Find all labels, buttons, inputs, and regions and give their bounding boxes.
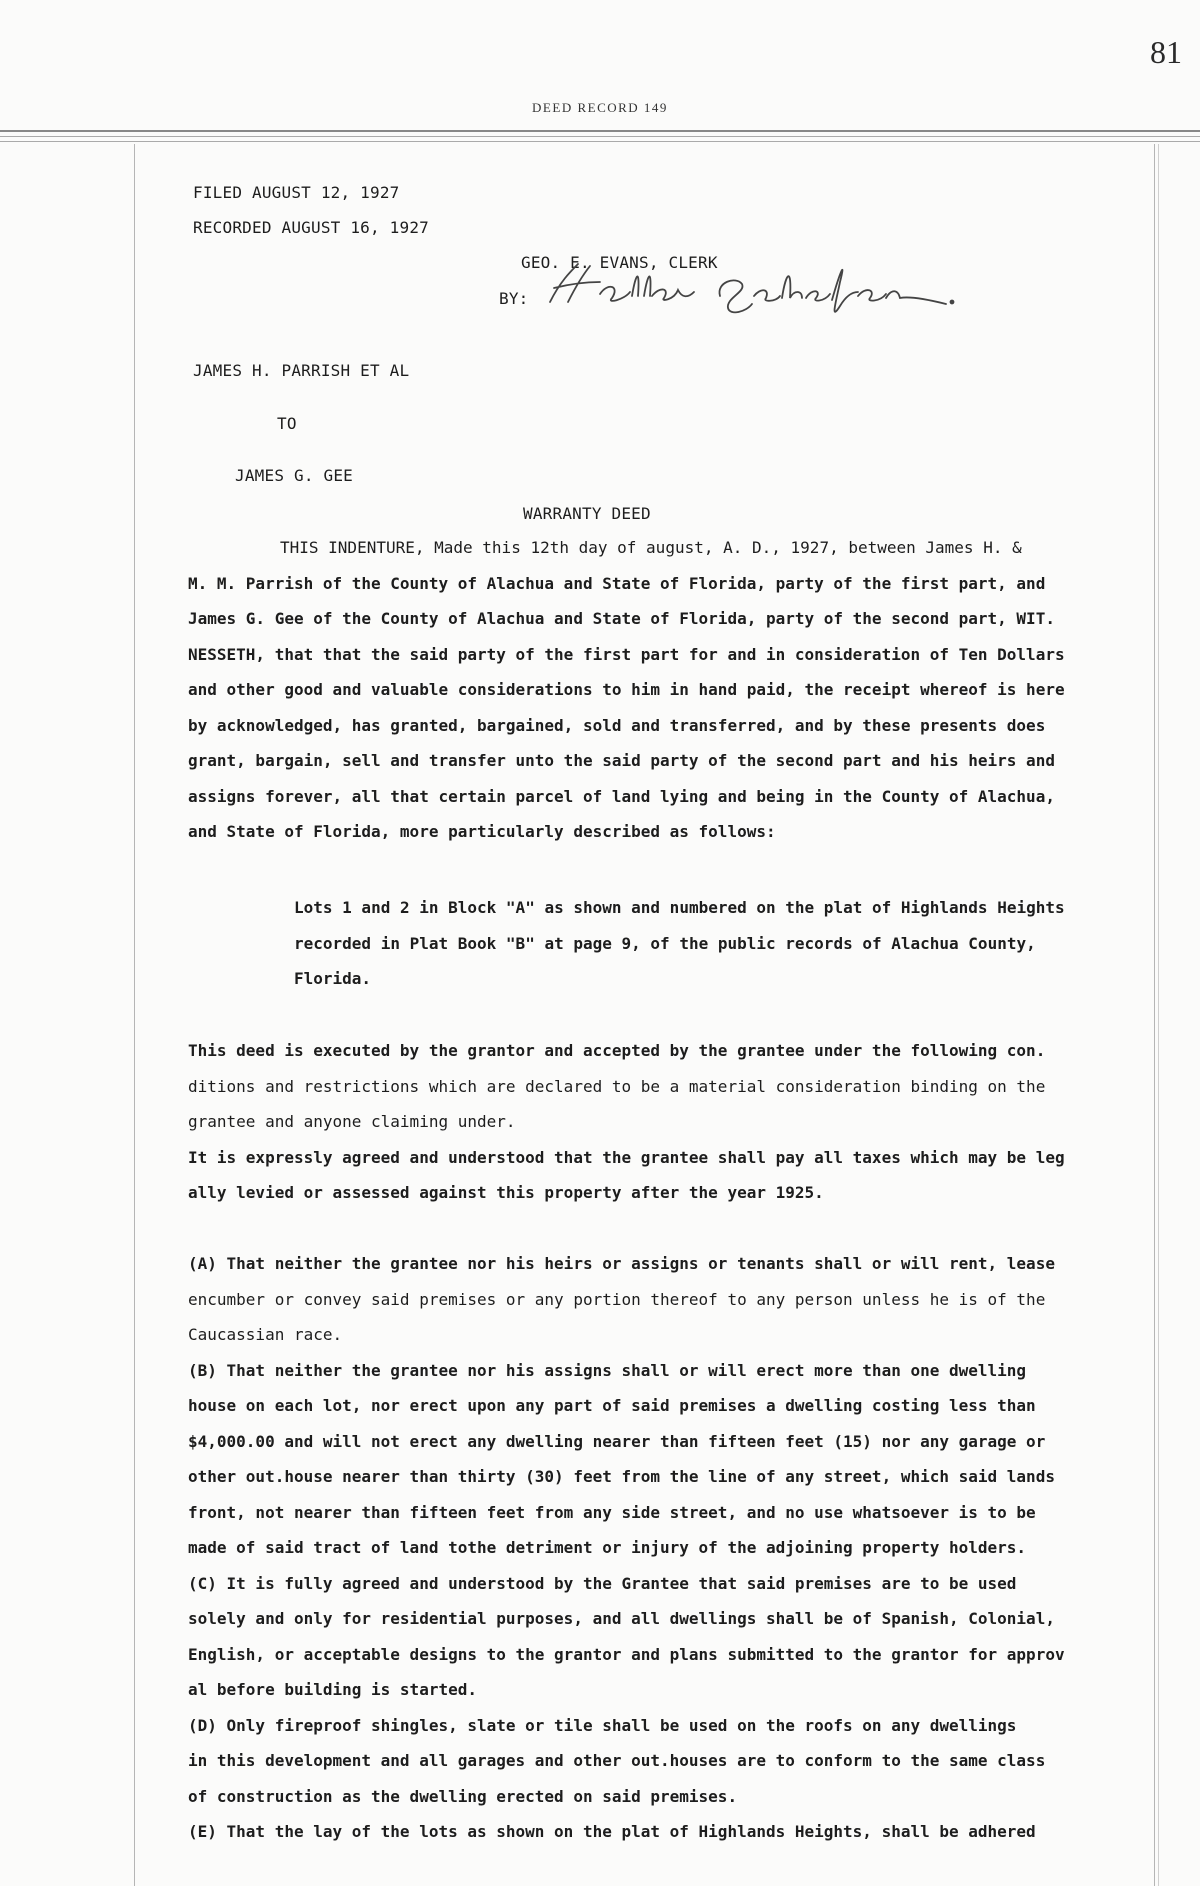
text-line: by acknowledged, has granted, bargained, sold and transferred, and by these presents does — [188, 715, 1046, 735]
text-line: (C) It is fully agreed and understood by the Grantee that said premises are to be used — [188, 1573, 1017, 1593]
text-line: grant, bargain, sell and transfer unto the said party of the second part and his heirs and — [188, 751, 1055, 770]
text-line: encumber or convey said premises or any portion thereof to any person unless he is of the — [188, 1289, 1046, 1309]
text-line: (D) Only fireproof shingles, slate or tile shall be used on the roofs on any dwellings — [188, 1715, 1017, 1735]
conditions-paragraph — [188, 1041, 1156, 1219]
restrictions-list — [188, 1254, 1156, 1858]
text-line: English, or acceptable designs to the grantor and plans submitted to the grantor for approv — [188, 1644, 1065, 1664]
grantor-name: JAMES H. PARRISH ET AL — [193, 361, 410, 380]
clerk-signature — [540, 252, 960, 332]
text-line: of construction as the dwelling erected on said premises. — [188, 1786, 738, 1806]
page-frame-right-inner — [1158, 144, 1159, 1886]
header-rule — [0, 141, 1200, 142]
text-line: and other good and valuable considerations to him in hand paid, the receipt whereof is here — [188, 680, 1065, 699]
clerk-name: GEO. E. EVANS, CLERK — [521, 253, 718, 272]
by-label: BY: — [499, 289, 529, 308]
text-line: other out.house nearer than thirty (30) feet from the line of any street, which said lands — [188, 1467, 1055, 1486]
lot-description — [294, 898, 1065, 1005]
text-line: al before building is started. — [188, 1680, 477, 1699]
text-line: It is expressly agreed and understood that the grantee shall pay all taxes which may be leg — [188, 1147, 1065, 1167]
text-line: (B) That neither the grantee nor his assigns shall or will erect more than one dwelling — [188, 1360, 1027, 1380]
page-number: 81 — [1150, 34, 1182, 70]
text-line: Florida. — [294, 969, 372, 988]
page-frame-left — [134, 144, 135, 1886]
text-line: solely and only for residential purposes, and all dwellings shall be of Spanish, Colonial, — [188, 1609, 1055, 1628]
header-rule — [0, 130, 1200, 132]
filed-date: FILED AUGUST 12, 1927 — [193, 183, 400, 202]
text-line: This deed is executed by the grantor and accepted by the grantee under the following con. — [188, 1041, 1046, 1060]
text-line: NESSETH, that that the said party of the first part for and in consideration of Ten Dollars — [188, 644, 1065, 664]
deed-title: WARRANTY DEED — [523, 504, 651, 523]
text-line: house on each lot, nor erect upon any part of said premises a dwelling costing less than — [188, 1396, 1036, 1415]
text-line: Lots 1 and 2 in Block "A" as shown and numbered on the plat of Highlands Heights — [294, 898, 1065, 917]
text-line: made of said tract of land tothe detriment or injury of the adjoining property holders. — [188, 1538, 1027, 1557]
text-line: James G. Gee of the County of Alachua and State of Florida, party of the second part, WIT. — [188, 609, 1055, 628]
text-line: (A) That neither the grantee nor his heirs or assigns or tenants shall or will rent, lease — [188, 1254, 1055, 1273]
recorded-date: RECORDED AUGUST 16, 1927 — [193, 218, 429, 237]
text-line: grantee and anyone claiming under. — [188, 1112, 516, 1131]
text-line: (E) That the lay of the lots as shown on the plat of Highlands Heights, shall be adhered — [188, 1822, 1036, 1841]
text-line: front, not nearer than fifteen feet from any side street, and no use whatsoever is to be — [188, 1502, 1036, 1522]
text-line: and State of Florida, more particularly described as follows: — [188, 822, 776, 841]
text-line: ditions and restrictions which are declared to be a material consideration binding on the — [188, 1076, 1046, 1096]
text-line: $4,000.00 and will not erect any dwelling nearer than fifteen feet (15) nor any garage or — [188, 1431, 1046, 1451]
text-line: THIS INDENTURE, Made this 12th day of august, A. D., 1927, between James H. & — [280, 538, 1022, 557]
text-line: in this development and all garages and other out.houses are to conform to the same class — [188, 1751, 1046, 1770]
indenture-paragraph — [188, 538, 1156, 858]
header-title: DEED RECORD 149 — [532, 100, 668, 115]
text-line: M. M. Parrish of the County of Alachua and State of Florida, party of the first part, and — [188, 573, 1046, 593]
text-line: ally levied or assessed against this property after the year 1925. — [188, 1183, 824, 1202]
text-line: Caucassian race. — [188, 1325, 343, 1344]
text-line: assigns forever, all that certain parcel of land lying and being in the County of Alachua, — [188, 786, 1055, 806]
header-rule — [0, 136, 1200, 137]
text-line: recorded in Plat Book "B" at page 9, of the public records of Alachua County, — [294, 933, 1036, 953]
grantee-name: JAMES G. GEE — [235, 466, 353, 485]
to-label: TO — [277, 414, 297, 433]
